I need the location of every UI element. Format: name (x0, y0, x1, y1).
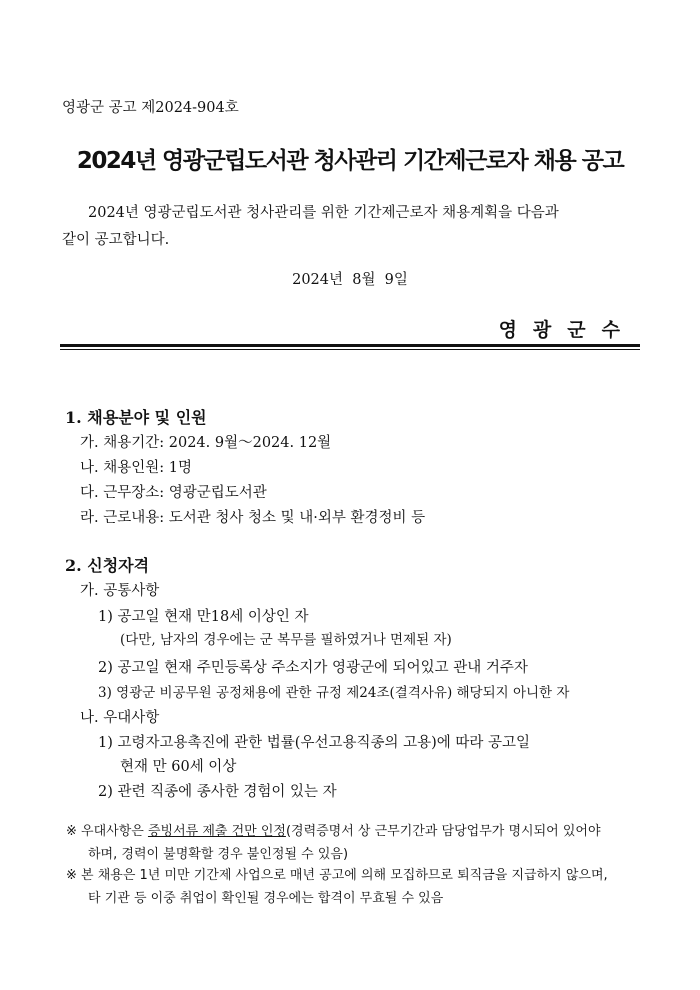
page-title: 2024년 영광군립도서관 청사관리 기간제근로자 채용 공고 (76, 148, 624, 174)
list-item: (다만, 남자의 경우에는 군 복무를 필하였거나 면제된 자) (120, 632, 452, 648)
note-1 (66, 822, 601, 842)
divider (60, 349, 640, 350)
section2-heading: 2. 신청자격 (65, 556, 150, 575)
note-2-cont: 타 기관 등 이중 취업이 확인될 경우에는 합격이 무효될 수 있음 (88, 891, 444, 906)
list-item: 3) 영광군 비공무원 공정채용에 관한 규정 제24조(결격사유) 해당되지 아니한 자 (98, 685, 570, 701)
section1-heading: 1. 채용분야 및 인원 (65, 408, 207, 427)
list-item: 다. 근무장소: 영광군립도서관 (80, 485, 267, 501)
note-2: ※ 본 채용은 1년 미만 기간제 사업으로 매년 공고에 의해 모집하므로 퇴직금을 지급하지 않으며, (66, 868, 608, 883)
note-1-rest: (경력증명서 상 근무기간과 담당업무가 명시되어 있어야 (285, 824, 601, 839)
list-item: 2) 공고일 현재 주민등록상 주소지가 영광군에 되어있고 관내 거주자 (98, 660, 528, 676)
list-item: 1) 공고일 현재 만18세 이상인 자 (98, 609, 309, 625)
common-label: 가. 공통사항 (80, 583, 160, 599)
divider (60, 344, 640, 347)
list-item: 가. 채용기간: 2024. 9월～2024. 12월 (80, 435, 332, 451)
intro-line-1: 2024년 영광군립도서관 청사관리를 위한 기간제근로자 채용계획을 다음과 (88, 205, 559, 221)
preferred-label: 나. 우대사항 (80, 710, 160, 726)
note-1-underlined: 증빙서류 제출 건만 인정 (147, 824, 286, 839)
announcement-date: 2024년 8월 9일 (292, 272, 408, 288)
list-item: 1) 고령자고용촉진에 관한 법률(우선고용직종의 고용)에 따라 공고일 (98, 735, 531, 751)
list-item: 2) 관련 직종에 종사한 경험이 있는 자 (98, 784, 337, 800)
list-item: 나. 채용인원: 1명 (80, 460, 192, 476)
intro-line-2: 같이 공고합니다. (62, 232, 170, 248)
notice-number: 영광군 공고 제2024-904호 (62, 100, 239, 116)
note-1-prefix: ※ 우대사항은 (66, 824, 148, 839)
list-item: 라. 근로내용: 도서관 청사 청소 및 내·외부 환경정비 등 (80, 510, 426, 526)
note-1-cont: 하며, 경력이 불명확할 경우 불인정될 수 있음) (88, 847, 349, 862)
list-item: 현재 만 60세 이상 (120, 759, 237, 775)
signature: 영광군수 (498, 319, 636, 341)
